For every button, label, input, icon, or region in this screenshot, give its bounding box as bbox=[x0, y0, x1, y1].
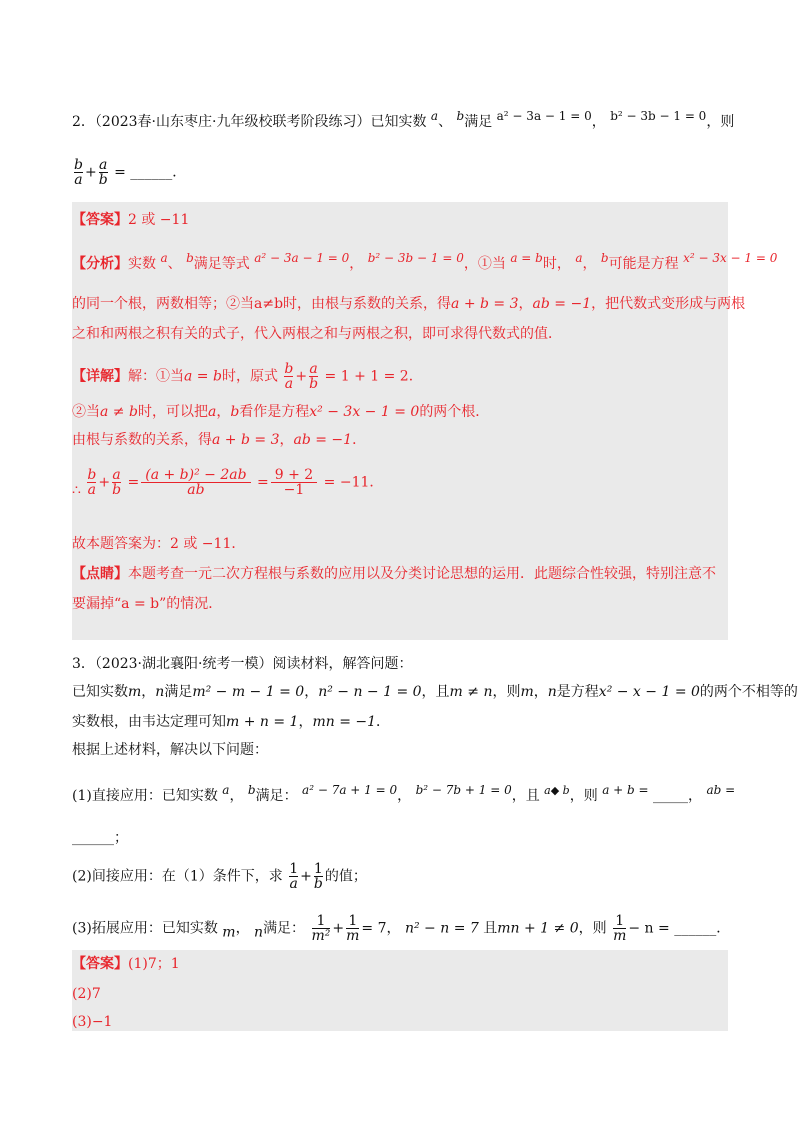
q2-detail-frac2-num: a bbox=[309, 361, 318, 377]
q2-comment-tag: 【点睛】 bbox=[72, 566, 128, 582]
q2-eq2: b² − 3b − 1 = 0 bbox=[610, 109, 707, 123]
q2-conclusion bbox=[72, 534, 245, 554]
q3-mat-2a: 实数根，由韦达定理可知 bbox=[72, 714, 226, 730]
q2-detail4-f2-den: b bbox=[112, 482, 122, 498]
q2-detail-frac1-den: a bbox=[284, 376, 294, 392]
q3-p2-label: (2)间接应用：在（1）条件下，求 bbox=[72, 868, 283, 885]
q2-frac-b-over-a bbox=[74, 158, 83, 187]
q2-analysis-1g: x² − 3x − 1 = 0 bbox=[683, 251, 778, 265]
q2-analysis-tag: 【分析】 bbox=[72, 256, 128, 272]
q3-p3-then: ，则 bbox=[578, 920, 607, 937]
q3-answer-line-1 bbox=[72, 954, 180, 974]
q3-mat-1a: 已知实数 bbox=[72, 684, 128, 700]
q2-detail-3b: a + b = 3 bbox=[212, 432, 280, 448]
q2-detail-2c: 时，可以把 bbox=[137, 404, 208, 420]
q2-satisfy: 满足 bbox=[464, 114, 493, 130]
q2-source: （2023春·山东枣庄·九年级校联考阶段练习） bbox=[94, 114, 371, 130]
q2-analysis-2b: a + b = 3 bbox=[451, 296, 519, 312]
q2-analysis-2c: ， bbox=[518, 296, 533, 312]
q3-p1-blank: _____ bbox=[653, 788, 689, 804]
q3-p1-comma: ， bbox=[397, 788, 412, 804]
q3-p3-cond: mn + 1 ≠ 0 bbox=[497, 920, 579, 937]
q3-mat-1i: ，且 bbox=[421, 684, 450, 700]
q3-p3-frac-1-over-m: $\frac{1}{m}$ bbox=[346, 913, 360, 944]
q3-p3-frac-1-over-m2: $\frac{1}{\text{m²}}$ bbox=[311, 913, 331, 944]
q2-detail-1e: ． bbox=[408, 368, 423, 385]
q2-analysis-2e: ，把代数式变形成与两根 bbox=[591, 296, 746, 312]
q2-analysis-comma2: ， bbox=[582, 256, 597, 272]
q3-mat-2d: mn = −1 bbox=[312, 714, 377, 730]
q3-p1-and: ，且 bbox=[511, 788, 540, 804]
q3-source: （2023·湖北襄阳·统考一模） bbox=[94, 656, 273, 672]
q3-part1-line: (1)直接应用：已知实数 a， b满足： a² − 7a + 1 = 0， b² − 7b + 1 = 0，且 $^{a◆ b}$，则 a + b = _____， ab = bbox=[72, 783, 736, 804]
q2-frac1-den: a bbox=[74, 172, 83, 188]
q2-detail-1c: 时，原式 bbox=[221, 368, 278, 385]
q3-p3-f2-den: m bbox=[346, 928, 360, 944]
q3-intro: 阅读材料，解答问题： bbox=[272, 656, 413, 672]
q3-mat-1d: n bbox=[155, 684, 165, 700]
q3-mat-1b: m bbox=[128, 684, 142, 700]
q2-stem-text: 已知实数 bbox=[370, 114, 427, 130]
q2-detail-line-3 bbox=[72, 430, 366, 450]
q2-detail-1a: 解：①当 bbox=[128, 368, 184, 385]
q3-p3-f3-den: m bbox=[613, 928, 627, 944]
q3-p2-frac-1-over-a: $\frac{1}{a}$ bbox=[289, 861, 299, 892]
q3-p2-tail: 的值； bbox=[324, 868, 367, 885]
q3-p1-comma2: ， bbox=[688, 788, 703, 804]
q2-answer-tag: 【答案】 bbox=[72, 212, 128, 228]
q3-mat-1c-2: ， bbox=[533, 684, 548, 700]
q2-detail4-den2: −1 bbox=[271, 482, 317, 497]
q3-mat-1f: m² − m − 1 = 0 bbox=[192, 684, 305, 700]
q2-detail4-frac-b-over-a bbox=[87, 468, 96, 497]
q2-analysis-line-2 bbox=[72, 294, 745, 314]
q2-answer: 2 或 −11 bbox=[128, 212, 190, 228]
q3-p2-frac-1-over-b: $\frac{1}{b}$ bbox=[313, 861, 323, 892]
q3-stem-line bbox=[72, 654, 412, 674]
therefore-symbol: ∴ bbox=[72, 482, 81, 499]
q2-detail-line-1: 【详解】解：①当a = b时，原式 $\frac{b}{a}$ + $\frac{a}{b}$ = 1 + 1 = 2． bbox=[72, 361, 423, 392]
q2-detail-1b: a = b bbox=[184, 368, 222, 385]
q2-comment-1: 本题考查一元二次方程根与系数的应用以及分类讨论思想的运用．此题综合性较强，特别注意不 bbox=[128, 566, 716, 582]
q2-expr-tail: = ______． bbox=[114, 164, 187, 181]
q3-mat-1j: m ≠ n bbox=[449, 684, 493, 700]
q2-detail4-f1-den: a bbox=[87, 482, 97, 498]
q3-p1-neq: a◆ b bbox=[544, 784, 570, 797]
q2-frac1-num: b bbox=[74, 157, 83, 173]
q3-answer-line-2 bbox=[72, 984, 101, 1004]
q2-analysis-eq1: a² − 3a − 1 = 0 bbox=[254, 251, 350, 265]
q3-p1-eq1: a² − 7a + 1 = 0 bbox=[302, 783, 398, 797]
q2-detail4-main-num: (a + b)² − 2ab bbox=[145, 467, 247, 483]
q3-p3-satisfy: 满足： bbox=[263, 920, 306, 937]
q2-detail-1d: = 1 + 1 = 2 bbox=[324, 368, 409, 385]
q3-material-line-2 bbox=[72, 712, 390, 732]
q2-analysis-var-b2: b bbox=[600, 251, 609, 265]
q2-detail-frac-b-over-a bbox=[284, 362, 293, 391]
q3-p1-eq2: b² − 7b + 1 = 0 bbox=[415, 783, 512, 797]
q2-number: 2． bbox=[72, 114, 95, 130]
q3-answer-line-3 bbox=[72, 1012, 112, 1032]
q2-detail-3e: ． bbox=[352, 432, 367, 448]
q3-task-intro bbox=[72, 740, 268, 760]
q3-mat-1l: 是方程 bbox=[556, 684, 599, 700]
q3-part1-cont bbox=[72, 828, 128, 848]
q2-detail-2h: x² − 3x − 1 = 0 bbox=[309, 404, 420, 420]
q2-detail-2d: a bbox=[207, 404, 217, 420]
q3-mat-2b: m + n = 1 bbox=[226, 714, 299, 730]
q2-expr-line: $\frac{b}{a}$ + $\frac{a}{b}$ = ______． bbox=[74, 157, 187, 188]
q2-detail-tag: 【详解】 bbox=[72, 368, 128, 385]
q2-detail-line-4: ∴ $\frac{b}{a}$ + $\frac{a}{b}$ = $\frac{\text{(a + b)² − 2ab}}{ab}$ = $\frac{9 + 2}{-1}$ = −11． bbox=[72, 467, 384, 499]
q2-analysis-2d: ab = −1 bbox=[532, 296, 592, 312]
q3-p2-f2-den: b bbox=[313, 876, 323, 892]
q2-frac-a-over-b bbox=[99, 158, 108, 187]
q2-detail-2a: ②当 bbox=[72, 404, 100, 420]
q3-p1-label: (1)直接应用：已知实数 bbox=[72, 788, 218, 804]
q3-p1-cont: ______； bbox=[72, 830, 128, 846]
q2-analysis-1c: ，①当 bbox=[463, 256, 506, 272]
q3-material-line-1 bbox=[72, 682, 798, 702]
q2-detail-2i: 的两个根． bbox=[419, 404, 490, 420]
q2-detail4-tail: = −11 bbox=[323, 474, 370, 491]
q2-analysis-1e: 时， bbox=[542, 256, 571, 272]
q3-number: 3． bbox=[72, 656, 95, 672]
q2-var-a: a bbox=[430, 109, 439, 123]
q2-detail-line-2 bbox=[72, 402, 489, 422]
q2-detail-2g: 看作是方程 bbox=[239, 404, 310, 420]
q2-analysis-var-a: a bbox=[160, 251, 168, 265]
q3-mat-2c: ， bbox=[298, 714, 313, 730]
q3-ans1: (1)7；1 bbox=[128, 956, 180, 972]
q3-mat-1e: 满足 bbox=[164, 684, 193, 700]
q3-ans3: (3)−1 bbox=[72, 1014, 113, 1030]
q3-p1-satisfy: 满足： bbox=[255, 788, 298, 804]
q2-detail4-f2-num: a bbox=[112, 467, 121, 483]
q2-analysis-1d: a = b bbox=[510, 251, 543, 265]
q3-p1-then: ，则 bbox=[569, 788, 598, 804]
q2-detail4-frac-num bbox=[271, 468, 317, 497]
q2-detail4-end: ． bbox=[369, 474, 384, 491]
q2-detail-2b: a ≠ b bbox=[100, 404, 138, 420]
q3-mat-1n: 的两个不相等的 bbox=[699, 684, 798, 700]
q2-analysis-eq2: b² − 3b − 1 = 0 bbox=[367, 251, 464, 265]
q2-answer-line bbox=[72, 210, 189, 230]
q3-p3-and: 且 bbox=[483, 920, 498, 937]
q3-p1-ab: ab = bbox=[706, 783, 736, 797]
q2-detail-2f: b bbox=[230, 404, 240, 420]
q2-detail4-frac-a-over-b bbox=[112, 468, 121, 497]
q2-detail-frac-a-over-b bbox=[309, 362, 318, 391]
q2-comma: ， bbox=[591, 114, 606, 130]
q3-part2-line bbox=[72, 862, 367, 891]
q2-conclusion-text: 故本题答案为：2 或 −11． bbox=[72, 536, 246, 552]
q3-task-intro-text: 根据上述材料，解决以下问题： bbox=[72, 742, 268, 758]
q2-stem-line bbox=[72, 106, 734, 132]
q2-sep: 、 bbox=[438, 114, 453, 130]
q2-detail-3c: ， bbox=[279, 432, 294, 448]
q3-p2-plus: + bbox=[300, 868, 312, 885]
q3-p3-frac-1-over-m-b: $\frac{1}{m}$ bbox=[613, 913, 627, 944]
q3-mat-1k: ，则 bbox=[492, 684, 521, 700]
q3-p3-label: (3)拓展应用：已知实数 bbox=[72, 920, 218, 937]
q2-var-b: b bbox=[456, 109, 465, 123]
q2-analysis-line-1 bbox=[72, 248, 777, 274]
q2-detail-frac1-num: b bbox=[284, 361, 294, 377]
q2-frac2-den: b bbox=[98, 172, 108, 188]
q3-p1-var-b: b bbox=[247, 783, 256, 797]
q3-p3-eq2: n² − n = 7 bbox=[404, 920, 479, 937]
q2-detail-frac2-den: b bbox=[309, 376, 319, 392]
q2-comment-line-1 bbox=[72, 564, 716, 584]
q2-analysis-var-b: b bbox=[186, 251, 194, 265]
q2-analysis-var-a2: a bbox=[575, 251, 583, 265]
q2-then: ，则 bbox=[706, 114, 735, 130]
q3-mat-2e: ． bbox=[376, 714, 391, 730]
q3-mat-1b-2: m bbox=[520, 684, 534, 700]
q3-ans2: (2)7 bbox=[72, 986, 101, 1002]
q2-detail-3a: 由根与系数的关系，得 bbox=[72, 432, 212, 448]
q2-analysis-2: 的同一个根，两数相等；②当a≠b时，由根与系数的关系，得 bbox=[72, 296, 452, 312]
q3-p3-tail: − n = ______． bbox=[628, 920, 731, 937]
q2-analysis-1a: 实数 bbox=[128, 256, 156, 272]
q2-frac2-num: a bbox=[99, 157, 108, 173]
q3-part3-line: (3)拓展应用：已知实数 m， n满足： $\frac{1}{\text{m²}}$ + $\frac{1}{m}$ = 7， n² − n = 7 且mn + 1 ≠ 0，则 $\frac{1}{m}$ − n = ______． bbox=[72, 913, 731, 944]
q2-analysis-line-3 bbox=[72, 324, 562, 344]
q2-comment-line-2 bbox=[72, 594, 222, 614]
q2-analysis-comma: ， bbox=[349, 256, 364, 272]
q3-mat-1c: ， bbox=[141, 684, 156, 700]
q3-p1-var-a: a bbox=[222, 783, 230, 797]
q2-eq1: a² − 3a − 1 = 0 bbox=[496, 109, 592, 123]
q3-mat-1g: ， bbox=[304, 684, 319, 700]
q3-p3-eq1-tail: = 7 bbox=[361, 920, 387, 937]
q3-answer-tag: 【答案】 bbox=[72, 956, 128, 972]
q3-mat-1d-2: n bbox=[547, 684, 557, 700]
q2-detail4-frac-main bbox=[141, 468, 250, 497]
q2-analysis-1b: 满足等式 bbox=[193, 256, 250, 272]
q2-detail-3d: ab = −1 bbox=[293, 432, 353, 448]
q3-p3-var-n: n bbox=[254, 924, 264, 941]
q2-analysis-sep: 、 bbox=[167, 256, 182, 272]
q3-p3-var-m: m bbox=[222, 924, 236, 941]
q2-comment-2: 要漏掉“a = b”的情况． bbox=[72, 596, 223, 612]
q2-analysis-3: 之和和两根之积有关的式子，代入两根之和与两根之积，即可求得代数式的值． bbox=[72, 326, 562, 342]
q2-detail4-num2: 9 + 2 bbox=[274, 467, 314, 483]
q3-p1-sum: a + b = bbox=[602, 783, 649, 797]
q2-analysis-1f: 可能是方程 bbox=[608, 256, 679, 272]
q2-detail4-f1-num: b bbox=[87, 467, 97, 483]
q3-mat-1m: x² − x − 1 = 0 bbox=[598, 684, 700, 700]
q2-detail-2e: ， bbox=[216, 404, 231, 420]
q2-detail4-main-den: ab bbox=[187, 482, 205, 498]
q3-mat-1h: n² − n − 1 = 0 bbox=[318, 684, 422, 700]
q3-p2-f1-den: a bbox=[289, 876, 298, 892]
